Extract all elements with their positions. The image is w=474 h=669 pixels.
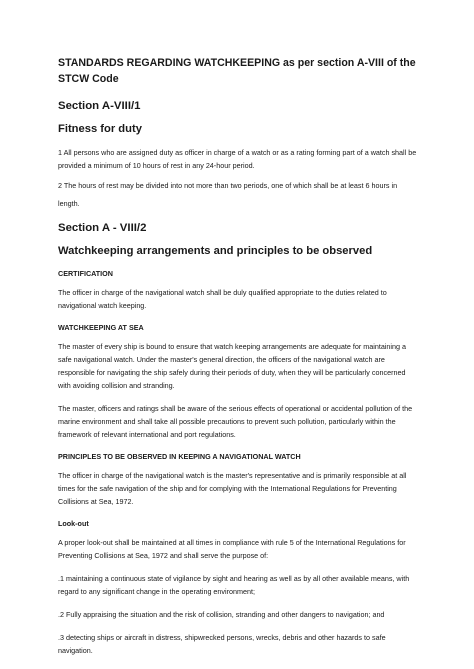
- paragraph-rest-minimum: 1 All persons who are assigned duty as officer in charge of a watch or as a rating forming part of a watch shall be provided a minimum of 10 hours of rest in any 24-hour period.: [58, 148, 417, 170]
- label-principles: PRINCIPLES TO BE OBSERVED IN KEEPING A NAVIGATIONAL WATCH: [58, 452, 301, 461]
- list-item-lookout-2: .2 Fully appraising the situation and the risk of collision, stranding and other dangers to navigation; and: [58, 610, 385, 619]
- section-heading-a-viii-1: Section A-VIII/1: [58, 100, 141, 112]
- paragraph-principles: The officer in charge of the navigational watch is the master's representative and is primarily responsible at all times for the safe navigation of the ship and for complying with the International Regulations for Preventing Collisions at Sea, 1972.: [58, 471, 407, 506]
- document-content: [58, 55, 420, 662]
- paragraph-master-duties: The master of every ship is bound to ensure that watch keeping arrangements are adequate for maintaining a safe navigational watch. Under the master's general direction, the officers of the navigational watch are responsible for navigating the ship safely during their periods of duty, when they will be particularly concerned with avoiding collision and stranding.: [58, 342, 407, 390]
- label-lookout: Look-out: [58, 519, 89, 528]
- list-item-lookout-3: .3 detecting ships or aircraft in distress, shipwrecked persons, wrecks, debris and other hazards to safe navigation.: [58, 633, 386, 655]
- list-item-lookout-1: .1 maintaining a continuous state of vigilance by sight and hearing as well as by all other available means, with regard to any significant change in the operating environment;: [58, 574, 410, 596]
- paragraph-rest-periods: 2 The hours of rest may be divided into not more than two periods, one of which shall be at least 6 hours in length.: [58, 181, 398, 208]
- subheading-fitness-for-duty: Fitness for duty: [58, 123, 142, 135]
- subheading-watchkeeping-arrangements: Watchkeeping arrangements and principles to be observed: [58, 245, 373, 257]
- document-title: STANDARDS REGARDING WATCHKEEPING as per section A-VIII of the STCW Code: [58, 57, 416, 85]
- paragraph-certification: The officer in charge of the navigational watch shall be duly qualified appropriate to the duties related to navigational watch keeping.: [58, 288, 387, 310]
- paragraph-pollution-awareness: The master, officers and ratings shall be aware of the serious effects of operational or accidental pollution of the marine environment and shall take all possible precautions to prevent such pollution, particularly within the framework of relevant international and port regulations.: [58, 404, 413, 439]
- section-heading-a-viii-2: Section A - VIII/2: [58, 222, 147, 234]
- paragraph-lookout-intro: A proper look-out shall be maintained at all times in compliance with rule 5 of the International Regulations for Preventing Collisions at Sea, 1972 and shall serve the purpose of:: [58, 538, 406, 560]
- label-certification: CERTIFICATION: [58, 269, 113, 278]
- label-watchkeeping-at-sea: WATCHKEEPING AT SEA: [58, 323, 144, 332]
